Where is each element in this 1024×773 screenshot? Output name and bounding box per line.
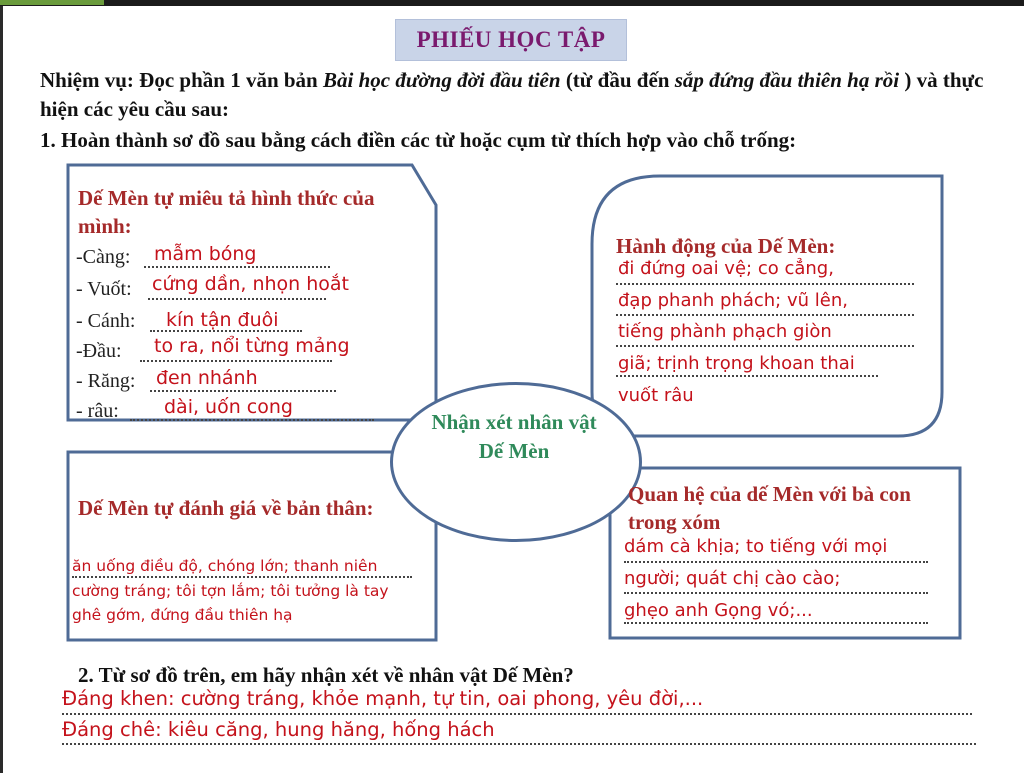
answer-dau: to ra, nổi từng mảng xyxy=(154,335,350,357)
worksheet-title: PHIẾU HỌC TẬP xyxy=(416,27,606,52)
task-quote: sắp đứng đầu thiên hạ rồi xyxy=(674,68,900,92)
dots-actions-4 xyxy=(616,375,878,377)
label-rau: - râu: xyxy=(76,400,119,422)
actions-answer-2: đạp phanh phách; vũ lên, xyxy=(618,290,848,311)
task-text-2: (từ đầu đến xyxy=(560,68,675,92)
actions-answer-3: tiếng phành phạch giòn xyxy=(618,321,832,342)
self-evaluation-heading: Dế Mèn tự đánh giá về bản thân: xyxy=(78,496,374,520)
dots-cang xyxy=(144,266,330,268)
dots-vuot xyxy=(148,298,326,300)
label-canh: - Cánh: xyxy=(76,310,136,332)
dots-comment-1 xyxy=(62,713,972,715)
question-1: 1. Hoàn thành sơ đồ sau bằng cách điền các từ hoặc cụm từ thích hợp vào chỗ trống: xyxy=(40,128,797,152)
answer-vuot: cứng dần, nhọn hoắt xyxy=(152,273,350,295)
dots-actions-2 xyxy=(616,314,914,316)
dots-rau xyxy=(130,419,374,421)
actions-answer-1: đi đứng oai vệ; co cẳng, xyxy=(618,258,834,279)
label-vuot: - Vuốt: xyxy=(76,278,132,300)
answer-rang: đen nhánh xyxy=(156,367,258,389)
answer-canh: kín tận đuôi xyxy=(166,309,279,331)
criticism-comment: Đáng chê: kiêu căng, hung hăng, hống hách xyxy=(62,718,495,741)
label-dau: -Đầu: xyxy=(76,340,122,362)
dots-relationships-1 xyxy=(624,561,928,563)
label-cang: -Càng: xyxy=(76,246,131,268)
actions-answer-5: vuốt râu xyxy=(618,385,694,406)
relationships-answer-1: dám cà khịa; to tiếng với mọi xyxy=(624,536,888,557)
self-description-heading: Dế Mèn tự miêu tả hình thức của mình: xyxy=(78,186,375,238)
center-label: Nhận xét nhân vật Dế Mèn xyxy=(431,410,597,463)
dots-actions-3 xyxy=(616,345,914,347)
answer-rau: dài, uốn cong xyxy=(164,396,293,418)
dots-relationships-2 xyxy=(624,592,928,594)
relationships-answer-3: ghẹo anh Gọng vó;... xyxy=(624,600,813,621)
task-text-1: Nhiệm vụ: Đọc phần 1 văn bản xyxy=(40,68,323,92)
dots-relationships-3 xyxy=(624,622,928,624)
actions-heading: Hành động của Dế Mèn: xyxy=(616,234,836,258)
self-evaluation-answer-3: ghê gớm, đứng đầu thiên hạ xyxy=(72,606,293,624)
self-evaluation-answer-1: ăn uống điều độ, chóng lớn; thanh niên xyxy=(72,557,378,575)
dots-evaluation-1 xyxy=(72,576,412,578)
self-evaluation-answer-2: cường tráng; tôi tợn lắm; tôi tưởng là tay xyxy=(72,582,389,600)
dots-dau xyxy=(140,360,332,362)
label-rang: - Răng: xyxy=(76,370,136,392)
task-work-title: Bài học đường đời đầu tiên xyxy=(322,68,561,92)
relationships-answer-2: người; quát chị cào cào; xyxy=(624,568,841,589)
dots-actions-1 xyxy=(616,283,914,285)
dots-comment-2 xyxy=(62,743,976,745)
praise-comment: Đáng khen: cường tráng, khỏe mạnh, tự tin, oai phong, yêu đời,... xyxy=(62,687,704,710)
actions-answer-4: giã; trịnh trọng khoan thai xyxy=(618,353,855,374)
relationships-heading: Quan hệ của dế Mèn với bà con trong xóm xyxy=(628,482,911,534)
dots-rang xyxy=(150,390,336,392)
question-2: 2. Từ sơ đồ trên, em hãy nhận xét về nhân vật Dế Mèn? xyxy=(78,663,574,687)
task-text-3: ) và thực hiện các yêu cầu sau: xyxy=(40,68,984,121)
answer-cang: mẫm bóng xyxy=(154,243,257,265)
